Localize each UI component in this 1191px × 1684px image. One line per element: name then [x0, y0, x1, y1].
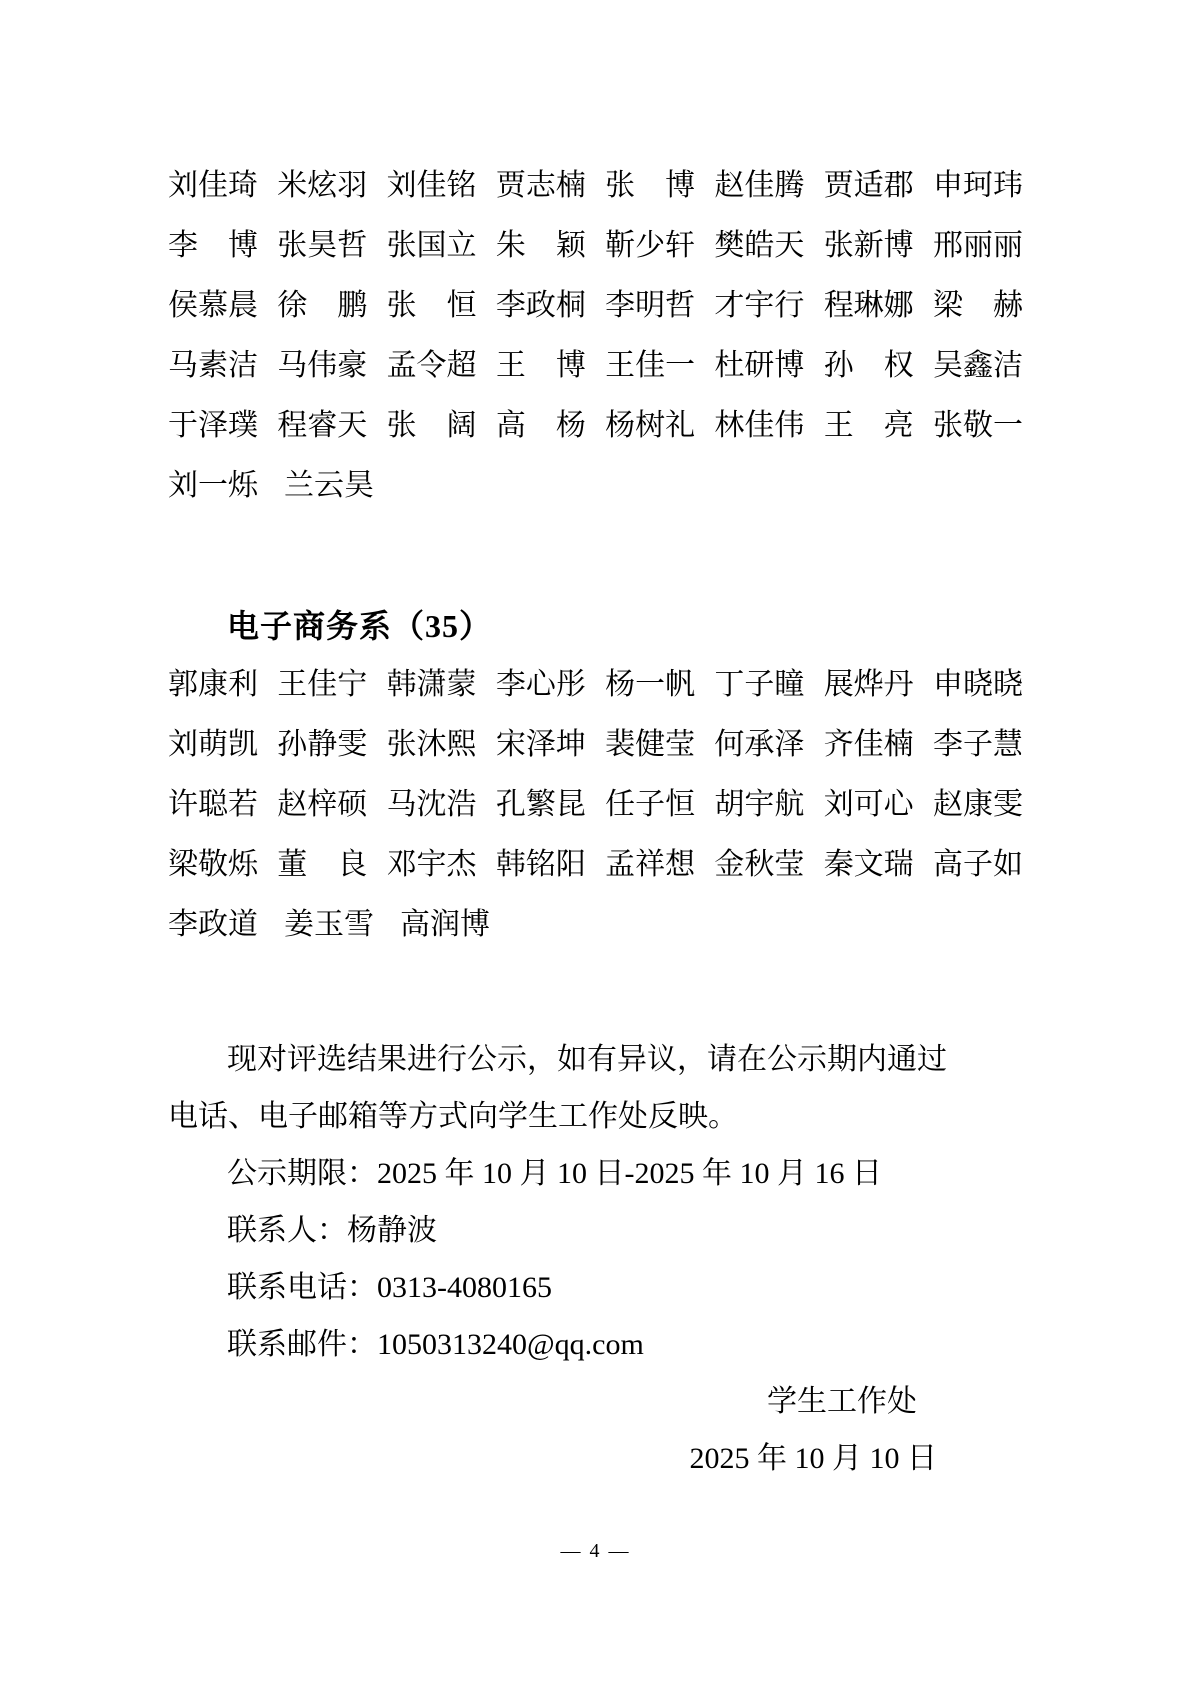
person-name: 梁 赫	[932, 289, 1023, 322]
names-row	[168, 392, 1023, 452]
person-name: 邓宇杰	[386, 848, 477, 881]
names-row	[168, 152, 1023, 212]
person-name: 秦文瑞	[823, 848, 914, 881]
person-name: 高子如	[932, 848, 1023, 881]
person-name: 许聪若	[168, 788, 258, 821]
signature-date: 2025 年 10 月 10 日	[689, 1441, 937, 1475]
person-name: 宋泽坤	[495, 728, 586, 761]
person-name: 侯慕晨	[168, 289, 258, 322]
person-name: 梁敬烁	[168, 848, 258, 881]
person-name: 程琳娜	[823, 289, 914, 322]
person-name: 张 恒	[386, 289, 477, 322]
person-name: 李心彤	[495, 668, 586, 701]
person-name: 孔繁昆	[495, 788, 586, 821]
person-name: 董 良	[277, 848, 368, 881]
person-name: 樊皓天	[714, 229, 805, 262]
person-name: 杨树礼	[605, 409, 696, 442]
person-name: 徐 鹏	[277, 289, 368, 322]
person-name: 张敬一	[932, 409, 1023, 442]
person-name: 高 杨	[495, 409, 586, 442]
person-name: 韩铭阳	[495, 848, 586, 881]
person-name: 韩潇蒙	[386, 668, 477, 701]
person-name: 任子恒	[605, 788, 696, 821]
person-name: 贾志楠	[495, 169, 586, 202]
names-row	[168, 651, 1023, 711]
names-row	[168, 891, 1023, 951]
person-name: 贾适郡	[823, 169, 914, 202]
contact-email: 联系邮件：1050313240@qq.com	[227, 1327, 644, 1361]
person-name: 李明哲	[605, 289, 696, 322]
person-name: 张新博	[823, 229, 914, 262]
person-name: 马沈浩	[386, 788, 477, 821]
person-name: 于泽璞	[168, 409, 258, 442]
person-name: 邢丽丽	[932, 229, 1023, 262]
person-name: 张 阔	[386, 409, 477, 442]
person-name: 齐佳楠	[823, 728, 914, 761]
names-row	[168, 711, 1023, 771]
names-row	[168, 831, 1023, 891]
person-name: 程睿天	[277, 409, 368, 442]
person-name: 高润博	[400, 908, 490, 941]
closing-paragraph-line: 电话、电子邮箱等方式向学生工作处反映。	[168, 1099, 738, 1133]
person-name: 孙 权	[823, 349, 914, 382]
person-name: 张昊哲	[277, 229, 368, 262]
person-name: 孙静雯	[277, 728, 368, 761]
person-name: 李子慧	[932, 728, 1023, 761]
page-number: — 4 —	[560, 1540, 631, 1562]
person-name: 靳少轩	[605, 229, 696, 262]
contact-person: 联系人：杨静波	[227, 1213, 437, 1247]
person-name: 丁子瞳	[714, 668, 805, 701]
person-name: 吴鑫洁	[932, 349, 1023, 382]
person-name: 申珂玮	[932, 169, 1023, 202]
names-block-continued	[168, 152, 1023, 512]
person-name: 米炫羽	[277, 169, 368, 202]
names-row	[168, 272, 1023, 332]
person-name: 王 博	[495, 349, 586, 382]
names-row	[168, 332, 1023, 392]
person-name: 金秋莹	[714, 848, 805, 881]
person-name: 刘佳铭	[386, 169, 477, 202]
person-name: 马伟豪	[277, 349, 368, 382]
person-name: 马素洁	[168, 349, 258, 382]
person-name: 张国立	[386, 229, 477, 262]
person-name: 郭康利	[168, 668, 258, 701]
section-heading-ecommerce: 电子商务系（35）	[227, 608, 493, 644]
person-name: 姜玉雪	[284, 908, 374, 941]
person-name: 朱 颖	[495, 229, 586, 262]
person-name: 展烨丹	[823, 668, 914, 701]
person-name: 林佳伟	[714, 409, 805, 442]
person-name: 刘萌凯	[168, 728, 258, 761]
person-name: 赵佳腾	[714, 169, 805, 202]
contact-phone: 联系电话：0313-4080165	[227, 1270, 552, 1304]
names-row	[168, 212, 1023, 272]
person-name: 才宇行	[714, 289, 805, 322]
publicity-period: 公示期限：2025 年 10 月 10 日-2025 年 10 月 16 日	[227, 1156, 882, 1190]
person-name: 孟令超	[386, 349, 477, 382]
signature-department: 学生工作处	[767, 1384, 917, 1418]
person-name: 李政道	[168, 908, 258, 941]
person-name: 赵梓硕	[277, 788, 368, 821]
person-name: 胡宇航	[714, 788, 805, 821]
person-name: 王佳宁	[277, 668, 368, 701]
closing-block	[168, 1027, 1023, 1483]
person-name: 张沐熙	[386, 728, 477, 761]
person-name: 刘一烁	[168, 469, 258, 502]
person-name: 裴健莹	[605, 728, 696, 761]
names-row	[168, 771, 1023, 831]
person-name: 赵康雯	[932, 788, 1023, 821]
names-block-ecommerce	[168, 651, 1023, 951]
person-name: 李政桐	[495, 289, 586, 322]
person-name: 刘佳琦	[168, 169, 258, 202]
person-name: 杨一帆	[605, 668, 696, 701]
person-name: 王佳一	[605, 349, 696, 382]
person-name: 孟祥想	[605, 848, 696, 881]
person-name: 兰云昊	[284, 469, 374, 502]
closing-paragraph-line: 现对评选结果进行公示，如有异议，请在公示期内通过	[227, 1042, 947, 1076]
person-name: 王 亮	[823, 409, 914, 442]
person-name: 张 博	[605, 169, 696, 202]
person-name: 刘可心	[823, 788, 914, 821]
person-name: 杜研博	[714, 349, 805, 382]
names-row	[168, 452, 1023, 512]
person-name: 何承泽	[714, 728, 805, 761]
person-name: 申晓晓	[932, 668, 1023, 701]
person-name: 李 博	[168, 229, 258, 262]
